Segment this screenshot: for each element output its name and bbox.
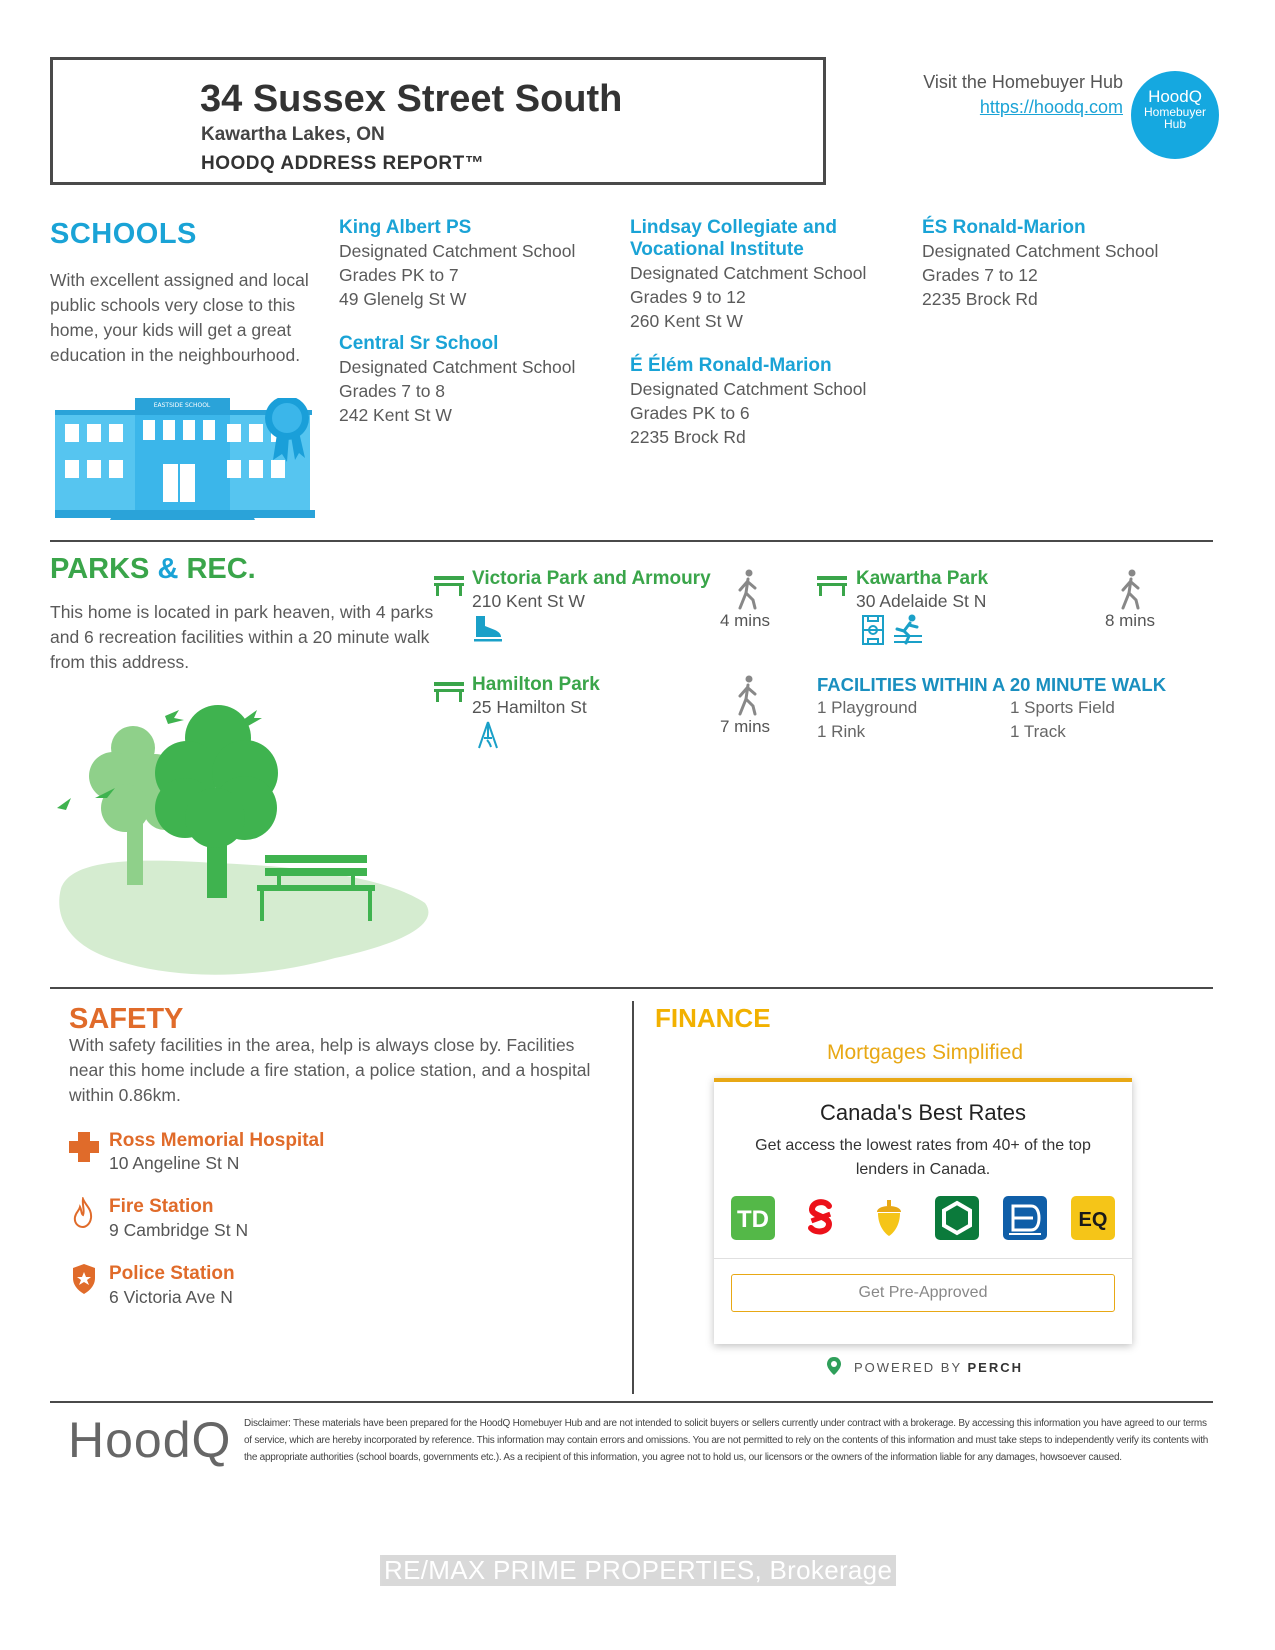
hospital-cross-icon [68, 1131, 100, 1163]
facility-item: 1 Playground [817, 698, 918, 717]
document-bank-logo [1003, 1196, 1047, 1240]
school-type: Designated Catchment School [339, 357, 576, 377]
school-item [630, 217, 890, 333]
td-bank-logo [731, 1196, 775, 1240]
safety-address: 6 Victoria Ave N [109, 1287, 233, 1307]
facilities-title: FACILITIES WITHIN A 20 MINUTE WALK [817, 674, 1167, 695]
school-item [922, 217, 1202, 311]
police-shield-icon [71, 1263, 97, 1295]
school-address: 2235 Brock Rd [922, 289, 1038, 309]
acorn-bank-logo [867, 1196, 911, 1240]
schools-heading: SCHOOLS [50, 218, 197, 250]
school-sign-text: EASTSIDE SCHOOL [153, 402, 211, 409]
school-name-line1[interactable]: Lindsay Collegiate and [630, 217, 837, 238]
school-address: 49 Glenelg St W [339, 289, 467, 309]
rates-card-title: Canada's Best Rates [820, 1100, 1026, 1125]
park-bench-icon [434, 680, 464, 702]
hexagon-bank-logo [935, 1196, 979, 1240]
get-pre-approved-button[interactable]: Get Pre-Approved [731, 1274, 1115, 1312]
school-item [339, 333, 599, 427]
track-icon [892, 614, 924, 646]
rates-card-body: Get access the lowest rates from 40+ of the top lenders in Canada. [755, 1137, 1091, 1178]
school-item [339, 217, 599, 311]
hub-badge-line1: HoodQ [1148, 87, 1202, 106]
walk-time: 4 mins [719, 611, 771, 630]
school-name[interactable]: Central Sr School [339, 333, 499, 354]
park-address: 30 Adelaide St N [856, 591, 987, 611]
schools-description: With excellent assigned and local public schools very close to this home, your kids will get a great education in the neighbourhood. [50, 270, 309, 365]
school-grades: Grades 7 to 8 [339, 381, 446, 401]
section-divider [50, 1401, 1213, 1403]
disclaimer-text: Disclaimer: These materials have been prepared for the HoodQ Homebuyer Hub and are not intended to solicit buyers or sellers currently under contract with a brokerage. By accessing this information you have agreed to our terms of service, which are hereby incorporated by reference. This information may contain errors and omissions. You are not permitted to rely on the contents of this information and must take steps to independently verify its contents with the appropriate authorities (school boards, governments etc.). As a recipient of this information, you agree not to hold us, our licensors or the owners of the information liable for any damages, howsoever caused. [244, 1418, 1209, 1463]
park-name[interactable]: Kawartha Park [856, 568, 989, 589]
school-type: Designated Catchment School [339, 241, 576, 261]
school-type: Designated Catchment School [630, 263, 867, 283]
rates-card-divider [714, 1258, 1132, 1259]
school-address: 260 Kent St W [630, 311, 743, 331]
hub-link[interactable]: https://hoodq.com [979, 97, 1123, 117]
brokerage-watermark: RE/MAX PRIME PROPERTIES, Brokerage [380, 1555, 896, 1586]
park-name[interactable]: Victoria Park and Armoury [472, 568, 711, 589]
playground-icon [476, 720, 500, 750]
school-address: 242 Kent St W [339, 405, 452, 425]
school-item [630, 355, 890, 449]
hoodq-logo: HoodQ [68, 1412, 232, 1468]
park-name[interactable]: Hamilton Park [472, 674, 600, 695]
perch-pin-icon [826, 1356, 842, 1376]
safety-address: 10 Angeline St N [109, 1153, 240, 1173]
walk-time: 7 mins [719, 717, 771, 736]
school-name[interactable]: É Élém Ronald-Marion [630, 355, 832, 376]
park-bench-icon [817, 574, 847, 596]
column-divider [632, 1001, 634, 1394]
safety-heading: SAFETY [69, 1003, 184, 1035]
scotiabank-logo [799, 1196, 843, 1240]
safety-name[interactable]: Fire Station [109, 1196, 214, 1217]
facility-item: 1 Rink [817, 722, 866, 741]
safety-name[interactable]: Police Station [109, 1263, 235, 1284]
report-label: HOODQ ADDRESS REPORT™ [201, 153, 485, 174]
safety-description: With safety facilities in the area, help is always close by. Facilities near this home include a fire station, a police station, and a hospital within 0.86km. [69, 1035, 591, 1105]
school-grades: Grades PK to 7 [339, 265, 459, 285]
flame-icon [72, 1197, 94, 1229]
school-type: Designated Catchment School [922, 241, 1159, 261]
finance-heading: FINANCE [655, 1003, 771, 1033]
parks-heading-amp: & [157, 553, 179, 585]
park-illustration [55, 698, 435, 983]
school-grades: Grades 7 to 12 [922, 265, 1038, 285]
section-divider [50, 987, 1213, 989]
walking-person-icon [735, 568, 761, 610]
school-grades: Grades 9 to 12 [630, 287, 746, 307]
park-address: 210 Kent St W [472, 591, 585, 611]
school-address: 2235 Brock Rd [630, 427, 746, 447]
hub-badge-line2: Homebuyer [1143, 104, 1207, 119]
safety-address: 9 Cambridge St N [109, 1220, 249, 1240]
park-bench-icon [434, 574, 464, 596]
parks-heading [50, 553, 256, 586]
svg-text:EQ: EQ [1078, 1209, 1108, 1231]
powered-prefix: POWERED BY [854, 1360, 962, 1375]
address-city: Kawartha Lakes, ON [201, 124, 385, 145]
powered-by-perch[interactable] [854, 1360, 1023, 1375]
safety-name[interactable]: Ross Memorial Hospital [109, 1130, 325, 1151]
sports-field-icon [861, 614, 885, 646]
park-address: 25 Hamilton St [472, 697, 587, 717]
school-type: Designated Catchment School [630, 379, 867, 399]
school-name[interactable]: King Albert PS [339, 217, 472, 238]
hub-badge[interactable] [1131, 71, 1219, 159]
hub-badge-line3: Hub [1163, 117, 1186, 132]
parks-heading-part2: REC. [186, 553, 256, 585]
school-name[interactable]: ÉS Ronald-Marion [922, 217, 1086, 238]
parks-description: This home is located in park heaven, with 4 parks and 6 recreation facilities within a 20 minute walk from this address. [50, 602, 434, 672]
hub-visit-text: Visit the Homebuyer Hub [923, 72, 1123, 92]
school-grades: Grades PK to 6 [630, 403, 750, 423]
school-name-line2[interactable]: Vocational Institute [630, 239, 804, 260]
parks-heading-part1: PARKS [50, 553, 150, 585]
powered-brand: PERCH [967, 1360, 1024, 1375]
finance-subheading: Mortgages Simplified [826, 1041, 1024, 1064]
facility-item: 1 Sports Field [1010, 698, 1115, 717]
school-building-illustration [55, 398, 335, 533]
section-divider [50, 540, 1213, 542]
svg-text:TD: TD [737, 1206, 769, 1233]
facility-item: 1 Track [1010, 722, 1066, 741]
ice-skate-icon [472, 614, 504, 644]
eq-bank-logo [1071, 1196, 1115, 1240]
walking-person-icon [735, 674, 761, 716]
walking-person-icon [1118, 568, 1144, 610]
walk-time: 8 mins [1104, 611, 1156, 630]
address-title: 34 Sussex Street South [200, 78, 623, 120]
